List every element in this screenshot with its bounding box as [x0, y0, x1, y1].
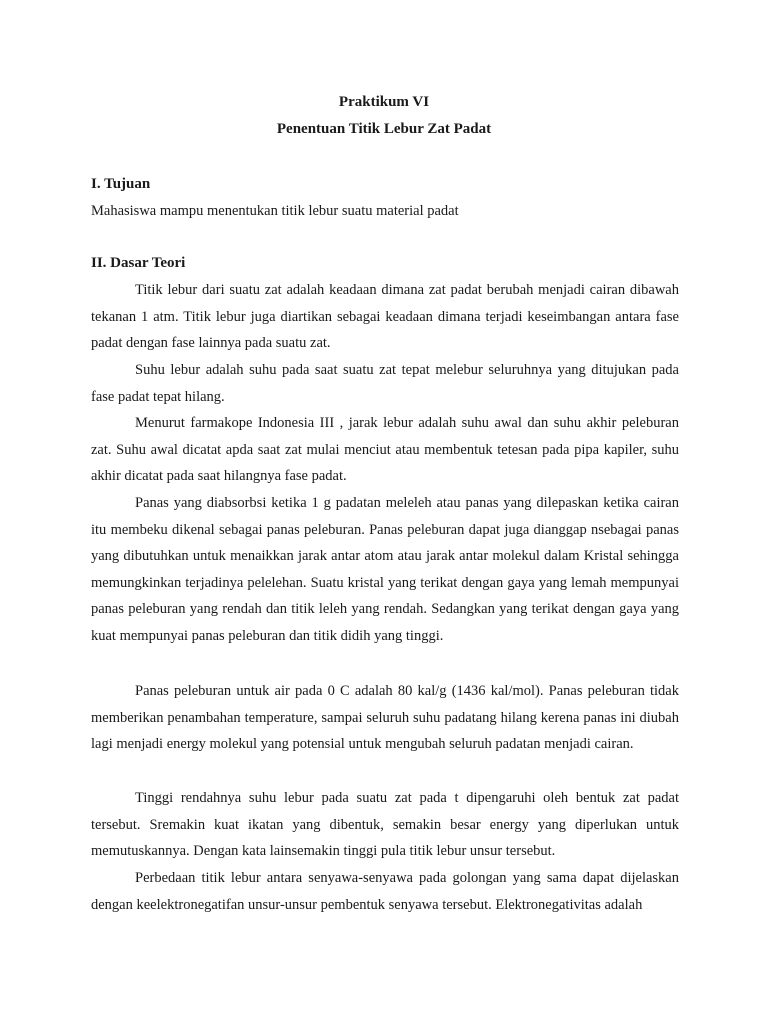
- paragraph-6: Tinggi rendahnya suhu lebur pada suatu zat pada t dipengaruhi oleh bentuk zat padat tersebut. Sremakin kuat ikatan yang dibentuk, semakin besar energy yang diperlukan untuk memutuskannya. Dengan kata lainsemakin tinggi pula titik lebur unsur tersebut.: [91, 790, 679, 859]
- paragraph-3: Menurut farmakope Indonesia III , jarak lebur adalah suhu awal dan suhu akhir peleburan zat. Suhu awal dicatat apda saat zat mulai menciut atau membentuk tetesan pada pipa kapiler, suhu akhir dicatat pada saat hilangnya fase padat.: [91, 415, 679, 484]
- paragraph-4: Panas yang diabsorbsi ketika 1 g padatan meleleh atau panas yang dilepaskan ketika cairan itu membeku dikenal sebagai panas peleburan. Panas peleburan dapat juga dianggap nsebagai panas yang dibutuhkan untuk menaikkan jarak antar atom atau jarak antar molekul dalam Kristal sehingga memungkinkan terjadinya pelelehan. Suatu kristal yang terikat dengan gaya yang lemah mempunyai panas peleburan yang rendah dan titik leleh yang rendah. Sedangkan yang terikat dengan gaya yang kuat mempunyai panas peleburan dan titik didih yang tinggi.: [91, 495, 679, 644]
- section-heading-dasar-teori: II. Dasar Teori: [91, 255, 186, 271]
- paragraph-5: Panas peleburan untuk air pada 0 C adalah 80 kal/g (1436 kal/mol). Panas peleburan tidak memberikan penambahan temperature, sampai seluruh suhu padatang hilang kerena panas ini diubah lagi menjadi energy molekul yang potensial untuk mengubah seluruh padatan menjadi cairan.: [91, 683, 679, 752]
- paragraph-1: Titik lebur dari suatu zat adalah keadaan dimana zat padat berubah menjadi cairan dibawah tekanan 1 atm. Titik lebur juga diartikan sebagai keadaan dimana terjadi keseimbangan antara fase padat dengan fase lainnya pada suatu zat.: [91, 282, 679, 351]
- paragraph-2: Suhu lebur adalah suhu pada saat suatu zat tepat melebur seluruhnya yang ditujukan pada fase padat tepat hilang.: [91, 362, 679, 405]
- paragraph-7: Perbedaan titik lebur antara senyawa-senyawa pada golongan yang sama dapat dijelaskan dengan keelektronegatifan unsur-unsur pembentuk senyawa tersebut. Elektronegativitas adalah: [91, 870, 679, 913]
- tujuan-text: Mahasiswa mampu menentukan titik lebur suatu material padat: [91, 203, 459, 219]
- document-subtitle: Penentuan Titik Lebur Zat Padat: [276, 121, 492, 137]
- section-heading-tujuan: I. Tujuan: [91, 176, 151, 192]
- document-title: Praktikum VI: [338, 94, 430, 110]
